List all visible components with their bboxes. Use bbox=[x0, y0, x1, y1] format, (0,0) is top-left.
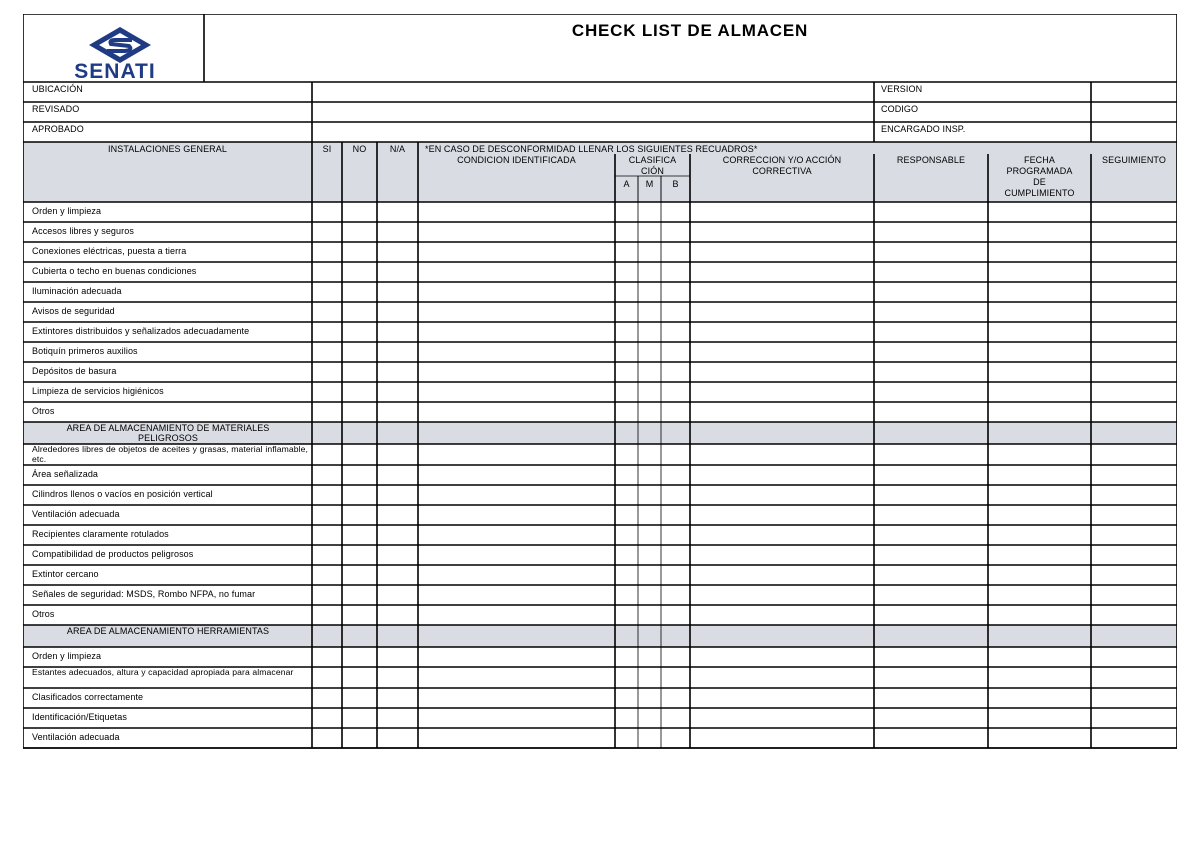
checklist-item-label: Clasificados correctamente bbox=[32, 692, 144, 702]
checklist-item-label: Botiquín primeros auxilios bbox=[32, 346, 138, 356]
checklist-item-label: Accesos libres y seguros bbox=[32, 226, 134, 236]
header-na: N/A bbox=[389, 144, 406, 154]
header-clasificacion-1: CLASIFICA bbox=[628, 155, 677, 165]
checklist-item-label: Limpieza de servicios higiénicos bbox=[32, 386, 164, 396]
table-grid bbox=[23, 14, 1177, 749]
checklist-item-label: Orden y limpieza bbox=[32, 651, 102, 661]
header-a: A bbox=[623, 179, 630, 189]
checklist-item-label: Iluminación adecuada bbox=[32, 286, 122, 296]
header-b: B bbox=[672, 179, 679, 189]
checklist-item-label: Otros bbox=[32, 609, 55, 619]
label-revisado: REVISADO bbox=[32, 104, 80, 114]
checklist-item-label: Avisos de seguridad bbox=[32, 306, 115, 316]
section-heading: AREA DE ALMACENAMIENTO HERRAMIENTAS bbox=[66, 626, 270, 636]
label-ubicacion: UBICACIÓN bbox=[32, 84, 83, 94]
checklist-item-label: Compatibilidad de productos peligrosos bbox=[32, 549, 194, 559]
header-m: M bbox=[645, 179, 654, 189]
checklist-item-label: Extintores distribuidos y señalizados adecuadamente bbox=[32, 326, 250, 336]
senati-logo-icon bbox=[85, 25, 155, 65]
checklist-item-label: Ventilación adecuada bbox=[32, 732, 120, 742]
header-fecha-1: FECHA bbox=[1023, 155, 1055, 165]
checklist-item-label: Cilindros llenos o vacíos en posición vertical bbox=[32, 489, 213, 499]
header-notice: *EN CASO DE DESCONFORMIDAD LLENAR LOS SIGUIENTES RECUADROS* bbox=[425, 144, 758, 154]
header-fecha-2: PROGRAMADA bbox=[1006, 166, 1073, 176]
label-encargado: ENCARGADO INSP. bbox=[881, 124, 966, 134]
checklist-item-label: Área señalizada bbox=[32, 469, 99, 479]
header-condicion: CONDICION IDENTIFICADA bbox=[457, 155, 576, 165]
page-title: CHECK LIST DE ALMACEN bbox=[571, 21, 809, 40]
checklist-item-label: Ventilación adecuada bbox=[32, 509, 120, 519]
section-heading: AREA DE ALMACENAMIENTO DE MATERIALES PELIGROSOS bbox=[66, 423, 270, 443]
label-codigo: CODIGO bbox=[881, 104, 919, 114]
checklist-item-label: Depósitos de basura bbox=[32, 366, 117, 376]
checklist-item-label: Conexiones eléctricas, puesta a tierra bbox=[32, 246, 187, 256]
checklist-item-label: Señales de seguridad: MSDS, Rombo NFPA, no fumar bbox=[32, 589, 256, 599]
header-clasificacion-2: CIÓN bbox=[641, 166, 664, 176]
header-correccion-2: CORRECTIVA bbox=[752, 166, 812, 176]
header-instalaciones: INSTALACIONES GENERAL bbox=[108, 144, 227, 154]
checklist-item-label: Alrededores libres de objetos de aceites y grasas, material inflamable, etc. bbox=[32, 444, 308, 464]
checklist-sheet bbox=[23, 14, 1177, 749]
checklist-item-label: Estantes adecuados, altura y capacidad apropiada para almacenar bbox=[32, 667, 294, 677]
header-responsable: RESPONSABLE bbox=[896, 155, 966, 165]
header-fecha-3: DE bbox=[1033, 177, 1046, 187]
header-seguimiento: SEGUIMIENTO bbox=[1102, 155, 1166, 165]
header-no: NO bbox=[352, 144, 367, 154]
checklist-item-label: Cubierta o techo en buenas condiciones bbox=[32, 266, 197, 276]
checklist-item-label: Orden y limpieza bbox=[32, 206, 102, 216]
logo-text: SENATI bbox=[74, 60, 156, 83]
checklist-item-label: Extintor cercano bbox=[32, 569, 99, 579]
header-correccion-1: CORRECCION Y/O ACCIÓN bbox=[722, 155, 842, 165]
label-version: VERSION bbox=[881, 84, 923, 94]
checklist-item-label: Identificación/Etiquetas bbox=[32, 712, 127, 722]
header-si: SI bbox=[322, 144, 332, 154]
checklist-item-label: Recipientes claramente rotulados bbox=[32, 529, 169, 539]
label-aprobado: APROBADO bbox=[32, 124, 84, 134]
checklist-item-label: Otros bbox=[32, 406, 55, 416]
header-fecha-4: CUMPLIMIENTO bbox=[1004, 188, 1075, 198]
